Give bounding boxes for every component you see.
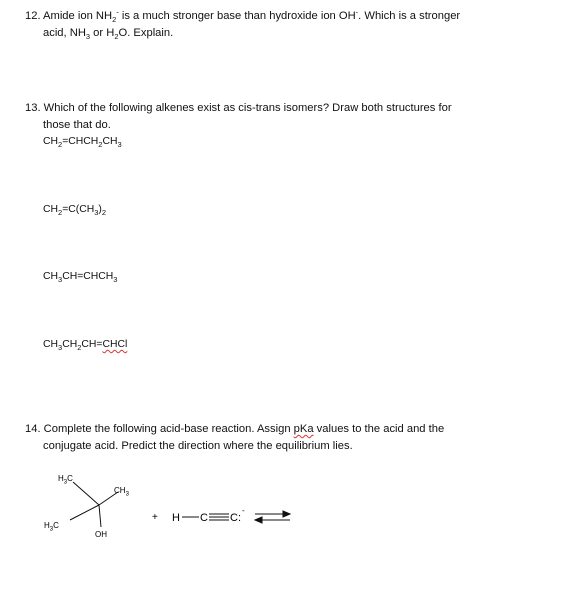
q14-line1: 14. Complete the following acid-base reaction. Assign pKa values to the acid and the [25,423,445,435]
formula-4: $CH_3CH_2CH=CHCl$ [43,339,128,353]
label-oh: OH [95,530,107,539]
formula-2: $CH_2=C(CH_3)_2$ [43,204,107,218]
q13-line1: 13. Which of the following alkenes exist as cis-trans isomers? Draw both structures for [25,102,452,114]
label-ch3: $CH_3$ [114,486,129,498]
label-h3c-top: $H_3C$ [58,474,73,486]
bond-lower-left [70,505,99,520]
formula-1: $CH_2=CHCH_2CH_3$ [43,136,122,150]
q14-line2: conjugate acid. Predict the direction where the equilibrium lies. [43,440,353,452]
triple-bond [209,514,229,520]
formula-3: $CH_3CH=CHCH_3$ [43,271,118,285]
q12-line1: 12. Amide ion $NH_2^-$ is a much stronger base than hydroxide ion OH-. Which is a stronger [25,7,461,25]
negative-charge: - [242,506,245,515]
plus-sign: + [152,512,158,523]
equilibrium-arrows [255,511,290,523]
alcohol-structure [70,482,118,527]
acetylide-c1: C [200,512,208,524]
acetylide-h: H [172,512,180,524]
q13-line2: those that do. [43,119,111,131]
label-h3c-bottom: $H_3C$ [44,521,59,533]
question-12 [25,8,555,42]
pka-term: pKa [293,423,314,435]
question-14 [25,421,555,455]
bond-upper-left [73,482,99,505]
bond-down [99,505,101,527]
acetylide-c2: C: [230,512,241,524]
reaction-diagram [0,465,579,605]
question-13 [25,100,555,134]
q12-line2: acid, $NH_3$ or $H_2O$. Explain. [43,27,174,42]
